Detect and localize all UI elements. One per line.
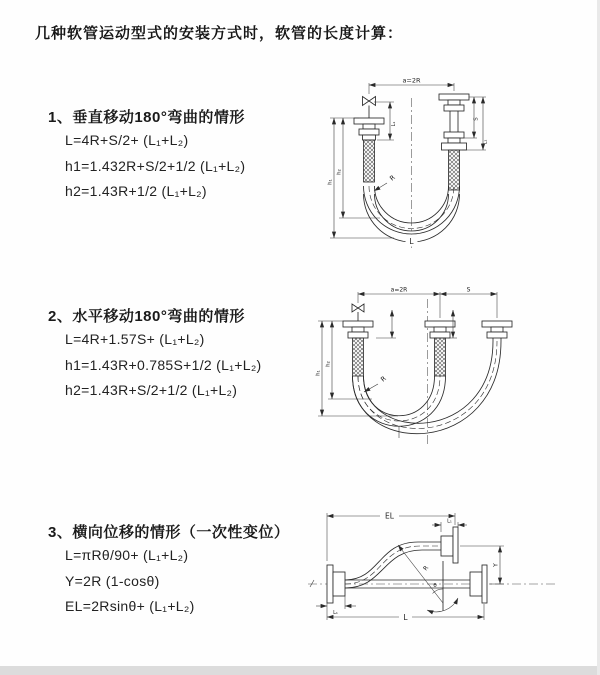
dim-label-l1: L₁	[333, 610, 338, 616]
scan-edge-bottom	[0, 666, 600, 675]
left-flange	[327, 565, 345, 603]
formula-line: L=4R+S/2+ (L₁+L₂)	[65, 132, 189, 148]
displaced-hose	[345, 542, 441, 588]
dim-label-y: Y	[492, 563, 500, 567]
valve-icon	[352, 304, 364, 321]
radius-callout	[398, 545, 443, 603]
middle-fitting	[425, 321, 455, 376]
page-title: 几种软管运动型式的安装方式时，软管的长度计算：	[35, 25, 404, 42]
hose-u-bend	[353, 376, 446, 426]
braid-section	[364, 140, 375, 182]
centerline-mark	[310, 580, 314, 587]
right-flange	[470, 565, 487, 603]
dim-label-s: S	[473, 117, 480, 121]
formula-line: h2=1.43R+1/2 (L₁+L₂)	[65, 183, 207, 199]
dim-label-h1: h₁	[315, 370, 322, 376]
dim-label-el: EL	[385, 511, 394, 521]
braid-section	[435, 338, 446, 376]
valve-icon	[363, 97, 376, 119]
dimension-s	[440, 287, 497, 295]
formula-line: L=4R+1.57S+ (L₁+L₂)	[65, 331, 205, 347]
radius-label: R	[379, 374, 388, 384]
formula-line: h2=1.43R+S/2+1/2 (L₁+L₂)	[65, 382, 238, 398]
left-fitting	[354, 118, 384, 182]
diagram-horizontal-180-bend	[310, 281, 517, 460]
length-label-group	[406, 235, 418, 247]
dim-label-l1: L₁	[391, 121, 397, 127]
theta-label: θ	[433, 583, 437, 589]
formula-line: EL=2Rsinθ+ (L₁+L₂)	[65, 598, 195, 614]
left-fitting	[343, 321, 373, 376]
dim-label-h1: h₁	[327, 179, 334, 185]
dim-label-a2r: a=2R	[390, 286, 408, 294]
dim-label-l1: L₁	[482, 139, 489, 145]
braid-section	[449, 150, 460, 190]
radius-label: R	[388, 173, 397, 183]
dimension-l	[327, 604, 484, 622]
formula-line: Y=2R (1-cosθ)	[65, 572, 160, 589]
formula-line: L=πRθ/90+ (L₁+L₂)	[65, 547, 189, 563]
dim-label-l1: L₁	[447, 518, 452, 525]
section-lateral-displacement	[48, 521, 289, 620]
dim-label-s: S	[466, 286, 471, 294]
radius-label: R	[422, 564, 431, 573]
section-vertical-movement	[48, 106, 245, 205]
section-2-heading: 2、水平移动180°弯曲的情形	[48, 308, 245, 325]
section-3-heading: 3、横向位移的情形（一次性变位）	[48, 524, 290, 541]
dimension-h1	[328, 118, 395, 238]
dimension-el	[327, 511, 455, 562]
length-label: L	[409, 237, 414, 246]
upper-flange	[441, 527, 458, 563]
diagram-lateral-displacement	[300, 499, 574, 662]
dim-label-h2: h₂	[325, 361, 332, 367]
moved-position-fitting	[482, 321, 512, 341]
formula-line: h1=1.43R+0.785S+1/2 (L₁+L₂)	[65, 356, 262, 373]
dim-label-l: L	[403, 613, 408, 622]
formula-line: h1=1.432R+S/2+1/2 (L₁+L₂)	[65, 157, 246, 174]
section-1-heading: 1、垂直移动180°弯曲的情形	[48, 109, 245, 126]
radius-callout	[374, 173, 397, 191]
radius-callout	[364, 374, 388, 392]
hose-u-bend-moved	[353, 341, 502, 438]
dimension-l1-right	[462, 97, 489, 150]
right-fitting	[439, 94, 469, 190]
dimension-l1-top	[432, 519, 467, 533]
dimension-l1-left	[316, 596, 356, 616]
diagram-vertical-180-bend	[316, 70, 518, 262]
dimension-a-2r	[369, 77, 454, 95]
angle-theta	[427, 561, 458, 612]
braid-section	[353, 338, 364, 376]
dim-label-a2r: a=2R	[402, 76, 421, 85]
dim-label-h2: h₂	[336, 169, 343, 175]
section-horizontal-movement	[48, 305, 262, 404]
